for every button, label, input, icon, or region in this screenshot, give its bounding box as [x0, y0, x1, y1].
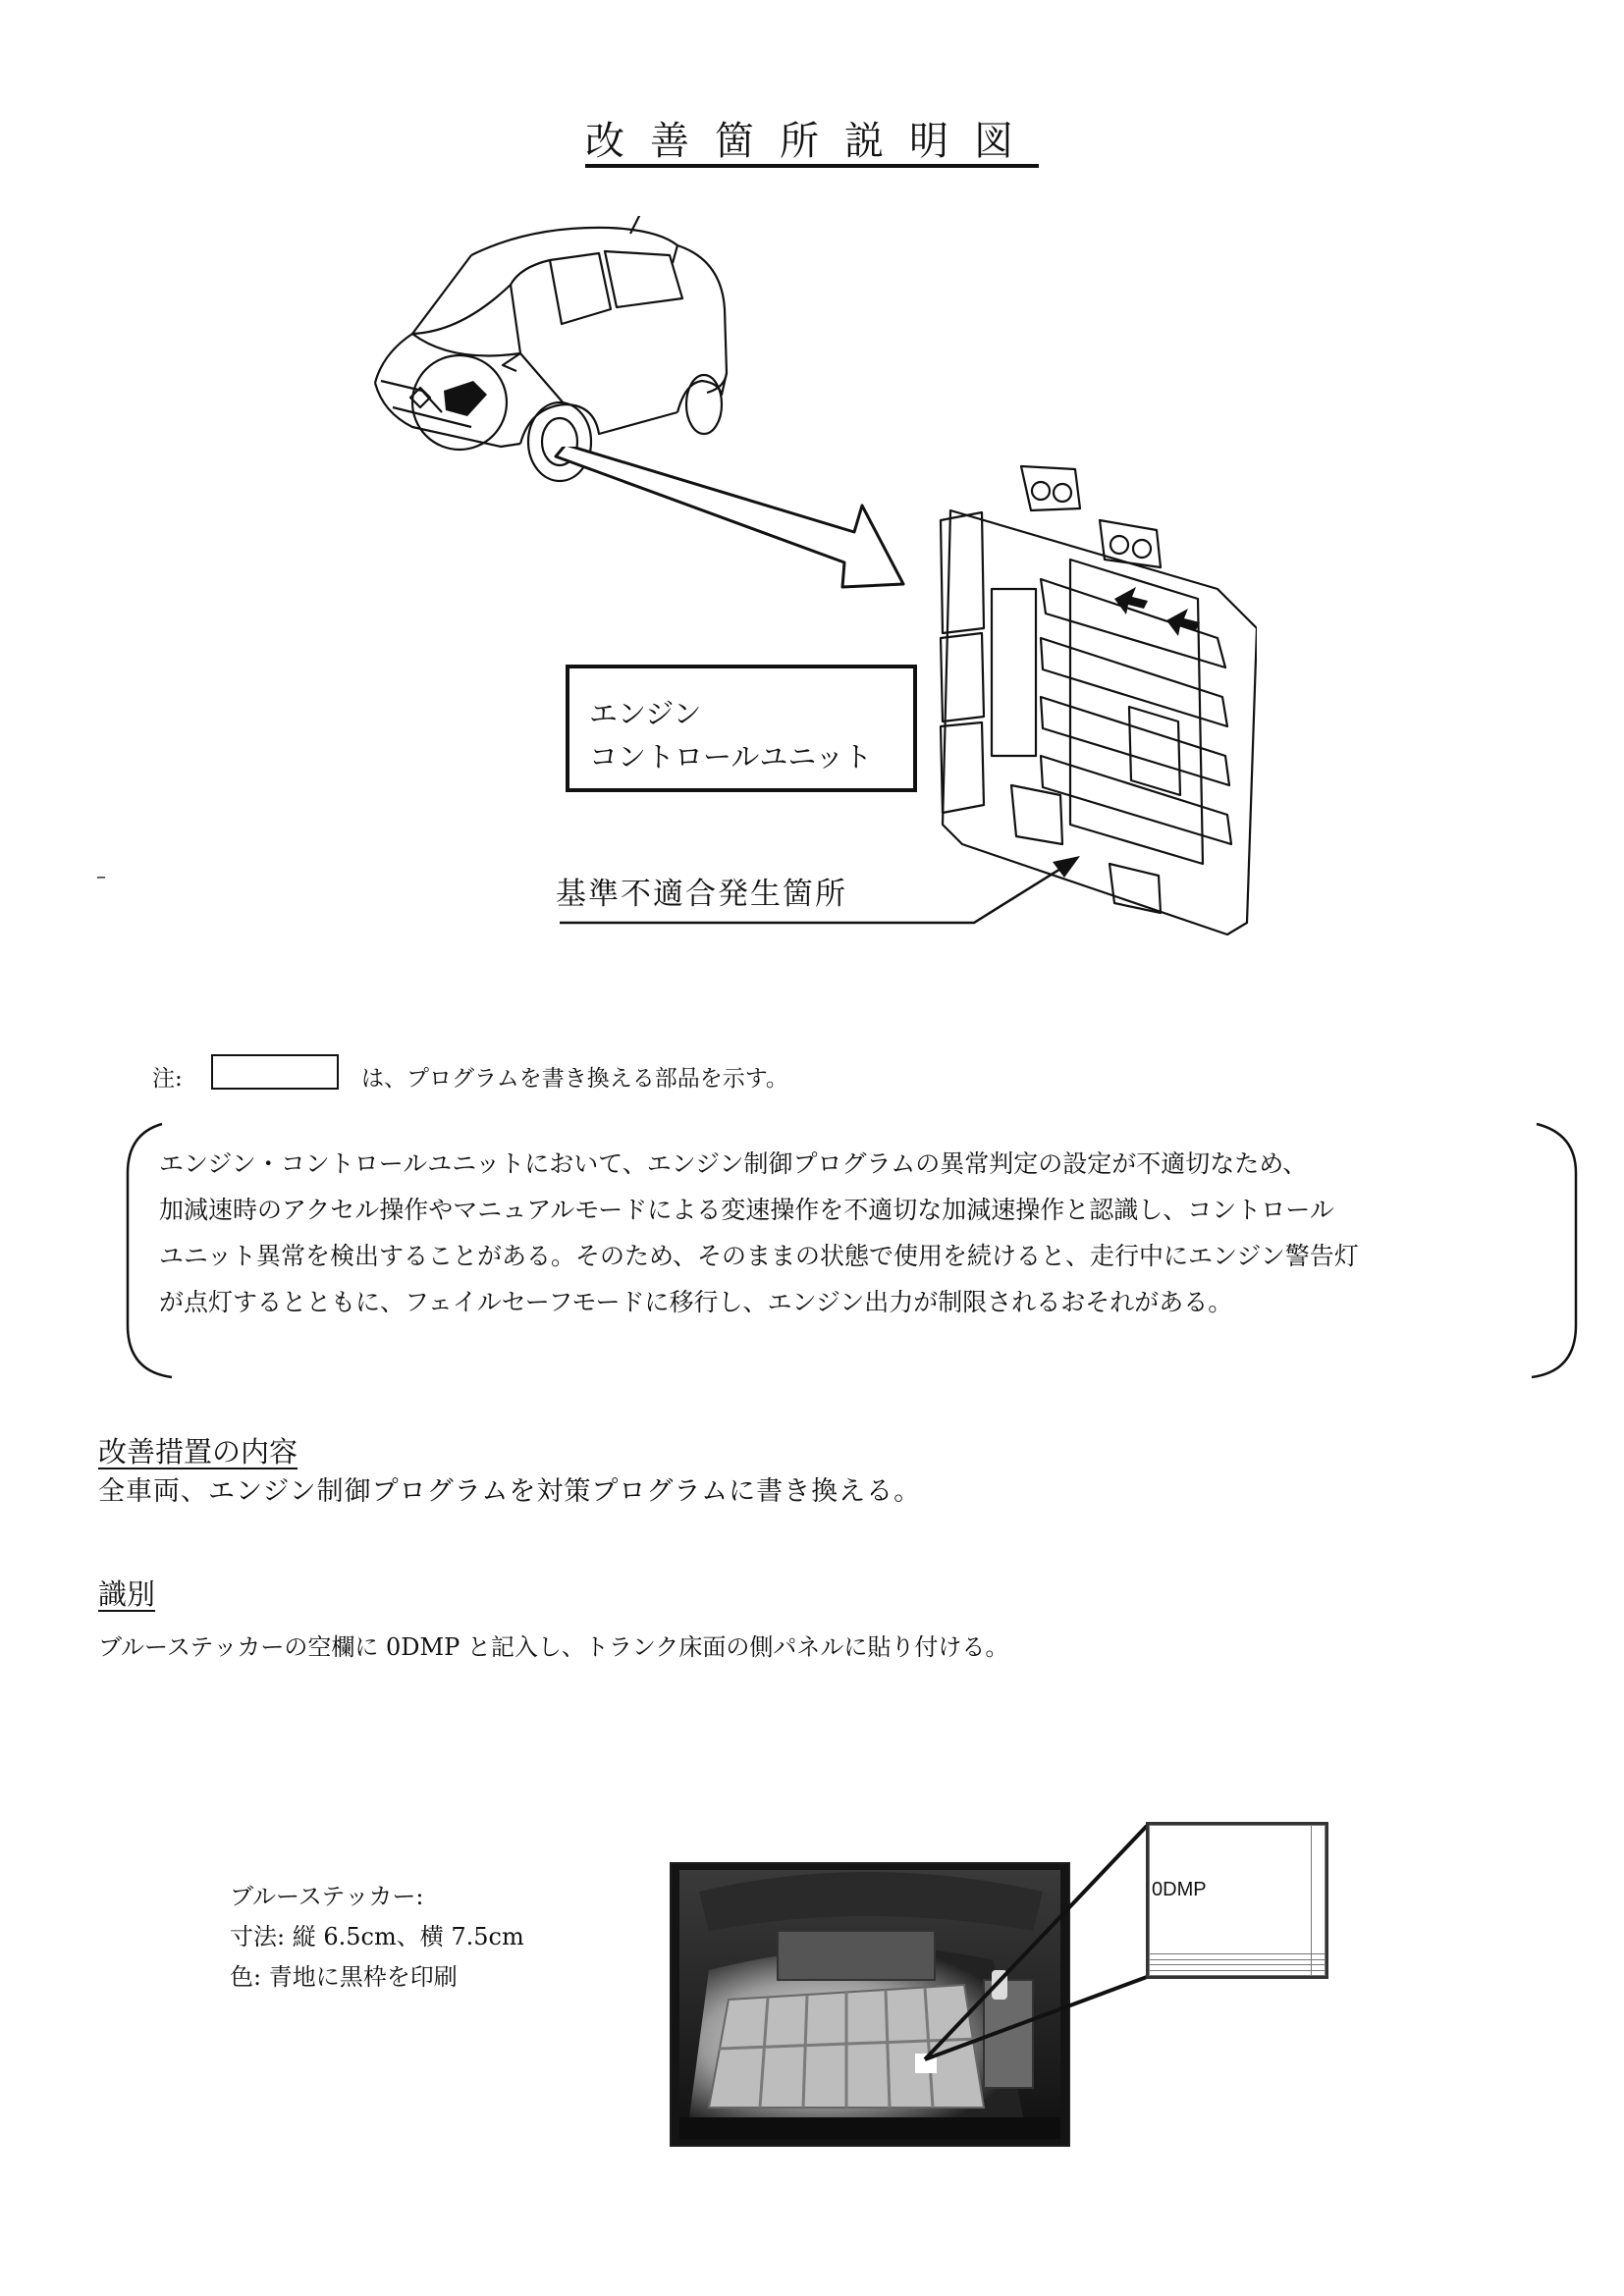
defect-location-label: 基準不適合発生箇所 — [556, 877, 847, 912]
stray-dash: – — [96, 864, 106, 887]
explanation-line: が点灯するとともに、フェイルセーフモードに移行し、エンジン出力が制限されるおそれがある。 — [159, 1288, 1233, 1316]
sticker-info-line3: 色: 青地に黒枠を印刷 — [230, 1963, 458, 1991]
explanation-text — [159, 1141, 1553, 1325]
note-text: は、プログラムを書き換える部品を示す。 — [361, 1066, 788, 1092]
blue-sticker-card — [1146, 1822, 1328, 1979]
identification-heading: 識別 — [98, 1577, 156, 1611]
sticker-callout-lines — [923, 1822, 1159, 2077]
measure-heading: 改善措置の内容 — [98, 1435, 298, 1468]
sticker-grid — [1149, 1825, 1326, 1976]
page-title: 改善箇所説明図 — [585, 119, 1039, 164]
note-prefix: 注: — [152, 1066, 183, 1092]
defect-leader-line — [550, 844, 1080, 933]
note-legend-box — [211, 1054, 339, 1090]
explanation-line: エンジン・コントロールユニットにおいて、エンジン制御プログラムの異常判定の設定が不適切なため、 — [159, 1149, 1308, 1178]
ecu-label-line2: コントロールユニット — [589, 740, 873, 774]
ecu-label — [589, 692, 872, 778]
explanation-line: 加減速時のアクセル操作やマニュアルモードによる変速操作を不適切な加減速操作と認識し、コントロール — [159, 1196, 1334, 1224]
ecu-label-line1: エンジン — [589, 697, 702, 730]
sticker-info — [230, 1877, 524, 1998]
pointer-arrow — [550, 447, 943, 623]
explanation-line: ユニット異常を検出することがある。そのため、そのままの状態で使用を続けると、走行中にエンジン警告灯 — [159, 1242, 1359, 1270]
sticker-info-line2: 寸法: 縦 6.5cm、横 7.5cm — [230, 1923, 524, 1950]
identification-text: ブルーステッカーの空欄に 0DMP と記入し、トランク床面の側パネルに貼り付ける。 — [98, 1633, 1009, 1661]
measure-text: 全車両、エンジン制御プログラムを対策プログラムに書き換える。 — [98, 1476, 922, 1507]
sticker-code-cell: 0DMP — [1150, 1826, 1312, 1954]
sticker-info-line1: ブルーステッカー: — [230, 1883, 424, 1910]
